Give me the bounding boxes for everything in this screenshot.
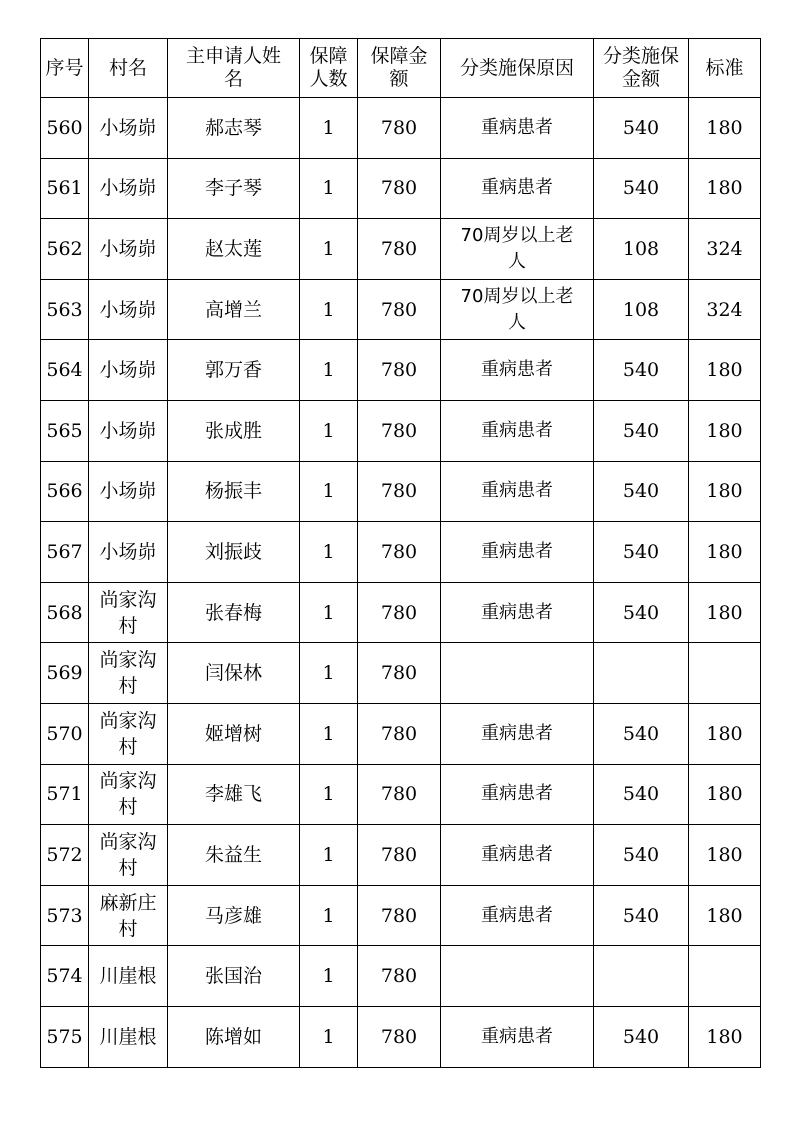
cell-standard: 180: [689, 461, 761, 522]
cell-category-amount: 540: [594, 98, 689, 159]
cell-village: 小场峁: [89, 98, 168, 159]
cell-index: 564: [41, 340, 89, 401]
cell-standard: 180: [689, 825, 761, 886]
cell-applicant: 朱益生: [168, 825, 300, 886]
cell-standard: 180: [689, 98, 761, 159]
cell-amount: 780: [358, 461, 441, 522]
cell-index: 565: [41, 400, 89, 461]
cell-applicant: 姬增树: [168, 703, 300, 764]
cell-amount: 780: [358, 279, 441, 340]
table-row: [41, 582, 761, 643]
cell-category-reason: 重病患者: [441, 582, 594, 643]
cell-village: 尚家沟村: [89, 643, 168, 704]
cell-index: 575: [41, 1006, 89, 1067]
cell-category-reason: 重病患者: [441, 98, 594, 159]
cell-index: 571: [41, 764, 89, 825]
cell-persons: 1: [300, 946, 358, 1007]
cell-index: 570: [41, 703, 89, 764]
cell-village: 川崖根: [89, 946, 168, 1007]
cell-persons: 1: [300, 764, 358, 825]
cell-amount: 780: [358, 98, 441, 159]
cell-persons: 1: [300, 582, 358, 643]
cell-amount: 780: [358, 1006, 441, 1067]
cell-persons: 1: [300, 522, 358, 583]
cell-category-reason: 重病患者: [441, 461, 594, 522]
cell-village: 尚家沟村: [89, 703, 168, 764]
cell-amount: 780: [358, 158, 441, 219]
cell-village: 小场峁: [89, 219, 168, 280]
cell-persons: 1: [300, 98, 358, 159]
cell-village: 小场峁: [89, 400, 168, 461]
cell-village: 小场峁: [89, 279, 168, 340]
cell-persons: 1: [300, 461, 358, 522]
cell-category-reason: 重病患者: [441, 764, 594, 825]
cell-category-amount: 540: [594, 1006, 689, 1067]
cell-applicant: 刘振歧: [168, 522, 300, 583]
cell-village: 小场峁: [89, 158, 168, 219]
cell-applicant: 陈增如: [168, 1006, 300, 1067]
cell-category-amount: 540: [594, 825, 689, 886]
header-standard: 标准: [689, 39, 761, 98]
cell-category-reason: 重病患者: [441, 158, 594, 219]
cell-index: 572: [41, 825, 89, 886]
cell-category-amount: 540: [594, 158, 689, 219]
cell-amount: 780: [358, 703, 441, 764]
cell-category-reason: 70周岁以上老人: [441, 219, 594, 280]
cell-village: 麻新庄村: [89, 885, 168, 946]
header-persons: 保障人数: [300, 39, 358, 98]
cell-category-amount: [594, 946, 689, 1007]
cell-village: 尚家沟村: [89, 582, 168, 643]
cell-standard: 180: [689, 764, 761, 825]
cell-applicant: 闫保林: [168, 643, 300, 704]
cell-applicant: 马彦雄: [168, 885, 300, 946]
table-row: [41, 703, 761, 764]
cell-amount: 780: [358, 522, 441, 583]
table-row: [41, 98, 761, 159]
cell-category-amount: 540: [594, 885, 689, 946]
cell-applicant: 郭万香: [168, 340, 300, 401]
header-amount: 保障金额: [358, 39, 441, 98]
table-body: [41, 98, 761, 1068]
cell-index: 560: [41, 98, 89, 159]
cell-index: 561: [41, 158, 89, 219]
cell-persons: 1: [300, 885, 358, 946]
cell-standard: 180: [689, 522, 761, 583]
cell-village: 川崖根: [89, 1006, 168, 1067]
table-row: [41, 946, 761, 1007]
table-row: [41, 279, 761, 340]
cell-category-reason: 重病患者: [441, 1006, 594, 1067]
cell-amount: 780: [358, 643, 441, 704]
cell-index: 566: [41, 461, 89, 522]
cell-category-reason: [441, 643, 594, 704]
table-row: [41, 522, 761, 583]
cell-index: 574: [41, 946, 89, 1007]
cell-amount: 780: [358, 764, 441, 825]
cell-persons: 1: [300, 158, 358, 219]
cell-persons: 1: [300, 340, 358, 401]
cell-amount: 780: [358, 885, 441, 946]
header-village: 村名: [89, 39, 168, 98]
cell-village: 小场峁: [89, 522, 168, 583]
cell-standard: 180: [689, 885, 761, 946]
table-row: [41, 340, 761, 401]
cell-persons: 1: [300, 400, 358, 461]
cell-standard: 180: [689, 340, 761, 401]
cell-index: 569: [41, 643, 89, 704]
assistance-roster-table: [40, 38, 761, 1068]
header-category-reason: 分类施保原因: [441, 39, 594, 98]
cell-standard: 180: [689, 582, 761, 643]
cell-category-amount: 108: [594, 219, 689, 280]
cell-standard: 180: [689, 158, 761, 219]
cell-amount: 780: [358, 946, 441, 1007]
cell-applicant: 杨振丰: [168, 461, 300, 522]
cell-amount: 780: [358, 400, 441, 461]
cell-index: 568: [41, 582, 89, 643]
cell-category-amount: 540: [594, 400, 689, 461]
cell-village: 小场峁: [89, 340, 168, 401]
cell-index: 562: [41, 219, 89, 280]
cell-category-reason: 重病患者: [441, 703, 594, 764]
table-row: [41, 461, 761, 522]
cell-category-amount: 540: [594, 461, 689, 522]
cell-applicant: 高增兰: [168, 279, 300, 340]
cell-category-amount: 540: [594, 703, 689, 764]
table-row: [41, 825, 761, 886]
header-row: [41, 39, 761, 98]
cell-category-reason: 重病患者: [441, 825, 594, 886]
header-index: 序号: [41, 39, 89, 98]
table-row: [41, 158, 761, 219]
cell-category-amount: [594, 643, 689, 704]
cell-standard: 180: [689, 703, 761, 764]
cell-category-reason: 重病患者: [441, 400, 594, 461]
cell-persons: 1: [300, 703, 358, 764]
cell-applicant: 郝志琴: [168, 98, 300, 159]
cell-category-amount: 540: [594, 582, 689, 643]
cell-standard: 180: [689, 400, 761, 461]
table-row: [41, 764, 761, 825]
cell-village: 尚家沟村: [89, 764, 168, 825]
cell-standard: 324: [689, 219, 761, 280]
cell-category-amount: 540: [594, 522, 689, 583]
table-row: [41, 1006, 761, 1067]
cell-amount: 780: [358, 825, 441, 886]
cell-index: 573: [41, 885, 89, 946]
cell-index: 567: [41, 522, 89, 583]
cell-category-reason: 重病患者: [441, 522, 594, 583]
cell-applicant: 赵太莲: [168, 219, 300, 280]
cell-category-amount: 540: [594, 340, 689, 401]
cell-applicant: 张成胜: [168, 400, 300, 461]
header-applicant: 主申请人姓名: [168, 39, 300, 98]
cell-amount: 780: [358, 582, 441, 643]
table-row: [41, 885, 761, 946]
cell-amount: 780: [358, 219, 441, 280]
cell-persons: 1: [300, 279, 358, 340]
cell-standard: [689, 643, 761, 704]
cell-applicant: 张国治: [168, 946, 300, 1007]
cell-persons: 1: [300, 643, 358, 704]
cell-index: 563: [41, 279, 89, 340]
table-row: [41, 400, 761, 461]
cell-category-reason: 70周岁以上老人: [441, 279, 594, 340]
cell-persons: 1: [300, 1006, 358, 1067]
table-row: [41, 643, 761, 704]
cell-persons: 1: [300, 825, 358, 886]
cell-village: 小场峁: [89, 461, 168, 522]
cell-category-amount: 540: [594, 764, 689, 825]
cell-amount: 780: [358, 340, 441, 401]
cell-standard: 324: [689, 279, 761, 340]
cell-persons: 1: [300, 219, 358, 280]
cell-applicant: 张春梅: [168, 582, 300, 643]
header-category-amount: 分类施保金额: [594, 39, 689, 98]
cell-category-reason: 重病患者: [441, 340, 594, 401]
cell-village: 尚家沟村: [89, 825, 168, 886]
cell-category-reason: [441, 946, 594, 1007]
cell-applicant: 李雄飞: [168, 764, 300, 825]
table-row: [41, 219, 761, 280]
cell-category-reason: 重病患者: [441, 885, 594, 946]
cell-standard: 180: [689, 1006, 761, 1067]
cell-category-amount: 108: [594, 279, 689, 340]
cell-standard: [689, 946, 761, 1007]
cell-applicant: 李子琴: [168, 158, 300, 219]
